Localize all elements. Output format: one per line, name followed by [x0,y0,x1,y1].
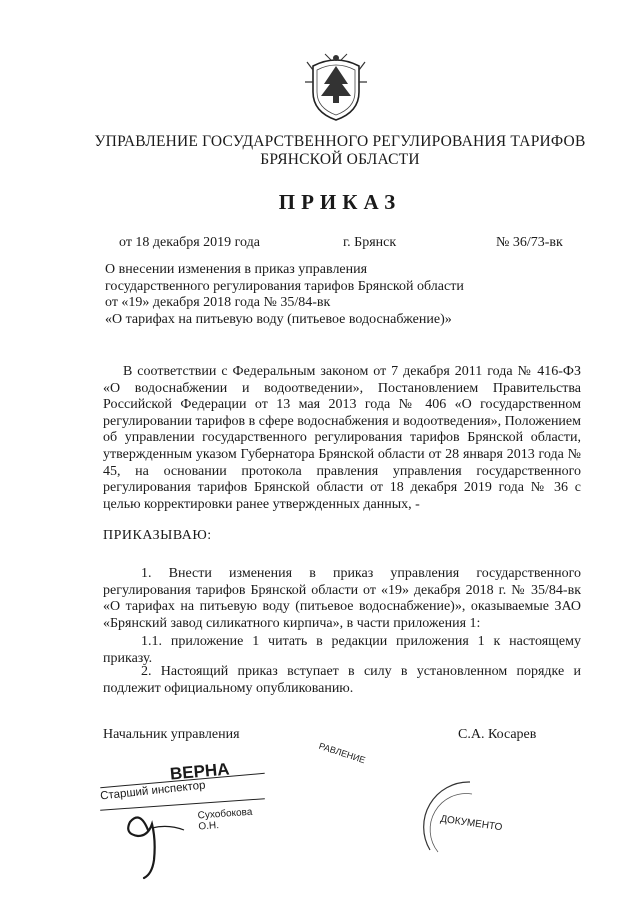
agency-name-line1: УПРАВЛЕНИЕ ГОСУДАРСТВЕННОГО РЕГУЛИРОВАНИЯ ТАРИФОВ [94,133,586,150]
signatory-name: С.А. Косарев [458,727,537,742]
document-date: от 18 декабря 2019 года [119,235,260,250]
document-city: г. Брянск [343,235,397,250]
document-subject [105,262,505,328]
subject-line: государственного регулирования тарифов Брянской области [105,278,464,294]
stamp-word: ВЕРНА [169,759,231,784]
order-heading: ПРИКАЗЫВАЮ: [103,528,212,543]
signatory-position: Начальник управления [103,727,240,742]
seal-text: ДОКУМЕНТО [439,813,503,834]
subject-line: О внесении изменения в приказ управления [105,262,368,277]
document-number: № 36/73-вк [496,235,563,250]
order-item-2: 2. Настоящий приказ вступает в силу в установленном порядке и подлежит официальному опубликованию. [103,664,581,696]
agency-name-line2: БРЯНСКОЙ ОБЛАСТИ [260,151,420,168]
stamp-position: Старший инспектор [99,779,207,803]
document-title: ПРИКАЗ [278,190,402,214]
seal-text: РАВЛЕНИЕ [317,740,367,766]
order-item-1-1: 1.1. приложение 1 читать в редакции приложения 1 к настоящему приказу. [103,634,581,666]
subject-line: от «19» декабря 2018 года № 35/84-вк [105,295,331,310]
coat-of-arms-icon [303,52,369,122]
order-item-1: 1. Внести изменения в приказ управления государственного регулирования тарифов Брянской области от «19» декабря 2018 г. № 35/84-вк «О тарифах на питьевую воду (питьевое водоснабжение)», оказываемые ЗАО «Брянский завод силикатного кирпича», в части приложения 1: [103,566,581,631]
stamp-inspector-name: Сухобокова О.Н. [197,806,253,833]
handwritten-signature-icon [118,800,198,880]
subject-line: «О тарифах на питьевую воду (питьевое водоснабжение)» [105,311,452,327]
preamble-paragraph: В соответствии с Федеральным законом от 7 декабря 2011 года № 416-ФЗ «О водоснабжении и водоотведении», Постановлением Правительства Российской Федерации от 13 мая 2013 года № 406 «О государственном регулировании тарифов в сфере водоснабжения и водоотведения», Положением об управлении государственного регулирования тарифов Брянской области, утвержденным указом Губернатора Брянской области от 28 января 2013 года № 45, на основании протокола правления управления государственного регулирования тарифов Брянской области от 18 декабря 2019 года № 36 с целью корректировки ранее утвержденных данных, - [103,364,581,512]
